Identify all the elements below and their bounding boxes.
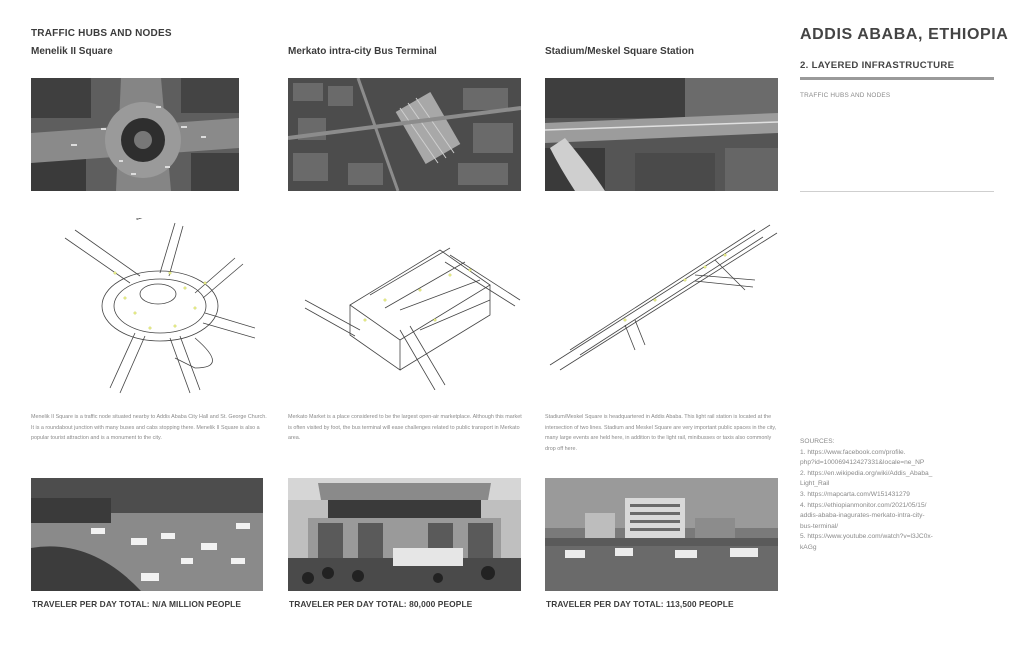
sidebar-divider-thin bbox=[800, 191, 994, 192]
sources-list bbox=[800, 437, 980, 554]
sources-heading: SOURCES: bbox=[800, 438, 835, 445]
source-line: 5. https://www.youtube.com/watch?v=l3JC0x- bbox=[800, 533, 933, 541]
column-title-menelik: Menelik II Square bbox=[31, 46, 113, 57]
sidebar-title: ADDIS ABABA, ETHIOPIA bbox=[800, 26, 1009, 43]
street-photo-menelik bbox=[31, 478, 263, 591]
sidebar-divider-thick bbox=[800, 77, 994, 80]
aerial-photo-stadium bbox=[545, 78, 778, 191]
traveler-total-menelik: TRAVELER PER DAY TOTAL: N/A MILLION PEOPLE bbox=[32, 599, 242, 609]
description-stadium: Stadium/Meskel Square is headquartered in Addis Ababa. This light rail station is located at the intersection of two lines. Stadium and Meskel Square are very important public spaces in the city, many large events are held here, in addition to the light rail, minibusses or taxis also commonly drop off here. bbox=[545, 414, 777, 452]
source-line: Light_Rail bbox=[800, 480, 830, 488]
traveler-total-stadium: TRAVELER PER DAY TOTAL: 113,500 PEOPLE bbox=[546, 599, 734, 609]
source-line: 2. https://en.wikipedia.org/wiki/Addis_Ababa_ bbox=[800, 469, 933, 477]
source-line: bus-terminal/ bbox=[800, 522, 839, 530]
source-line: kAGg bbox=[800, 543, 817, 551]
source-line: addis-ababa-inagurates-merkato-intra-city- bbox=[800, 512, 925, 520]
sidebar-subtitle: 2. LAYERED INFRASTRUCTURE bbox=[800, 60, 955, 71]
description-menelik: Menelik II Square is a traffic node situated nearby to Addis Ababa City Hall and St. George Church. It is a roundabout junction with many buses and cabs stopping there. Menelik II Square is also a popular tourist attraction and is a monument to the city. bbox=[31, 414, 267, 441]
aerial-photo-merkato bbox=[288, 78, 521, 191]
description-merkato: Merkato Market is a place considered to be the largest open-air marketplace. Although this market is often visited by foot, the bus terminal will ease challenges related to public transport in Merkato area. bbox=[288, 414, 522, 441]
column-title-merkato: Merkato intra-city Bus Terminal bbox=[288, 46, 437, 57]
section-label: TRAFFIC HUBS AND NODES bbox=[31, 28, 172, 39]
column-title-stadium: Stadium/Meskel Square Station bbox=[545, 46, 694, 57]
source-line: 1. https://www.facebook.com/profile. bbox=[800, 448, 906, 456]
source-line: 4. https://ethiopianmonitor.com/2021/05/15/ bbox=[800, 501, 927, 509]
street-photo-merkato bbox=[288, 478, 521, 591]
traveler-total-merkato: TRAVELER PER DAY TOTAL: 80,000 PEOPLE bbox=[289, 599, 473, 609]
axonometric-diagram-merkato bbox=[300, 240, 522, 390]
axonometric-diagram-menelik bbox=[55, 218, 255, 400]
sidebar-note: TRAFFIC HUBS AND NODES bbox=[800, 92, 891, 99]
aerial-photo-menelik bbox=[31, 78, 239, 191]
source-line: 3. https://mapcarta.com/W151431279 bbox=[800, 490, 910, 498]
axonometric-diagram-stadium bbox=[545, 215, 780, 375]
source-line: php?id=100069412427331&locale=ne_NP bbox=[800, 459, 925, 467]
street-photo-stadium bbox=[545, 478, 778, 591]
